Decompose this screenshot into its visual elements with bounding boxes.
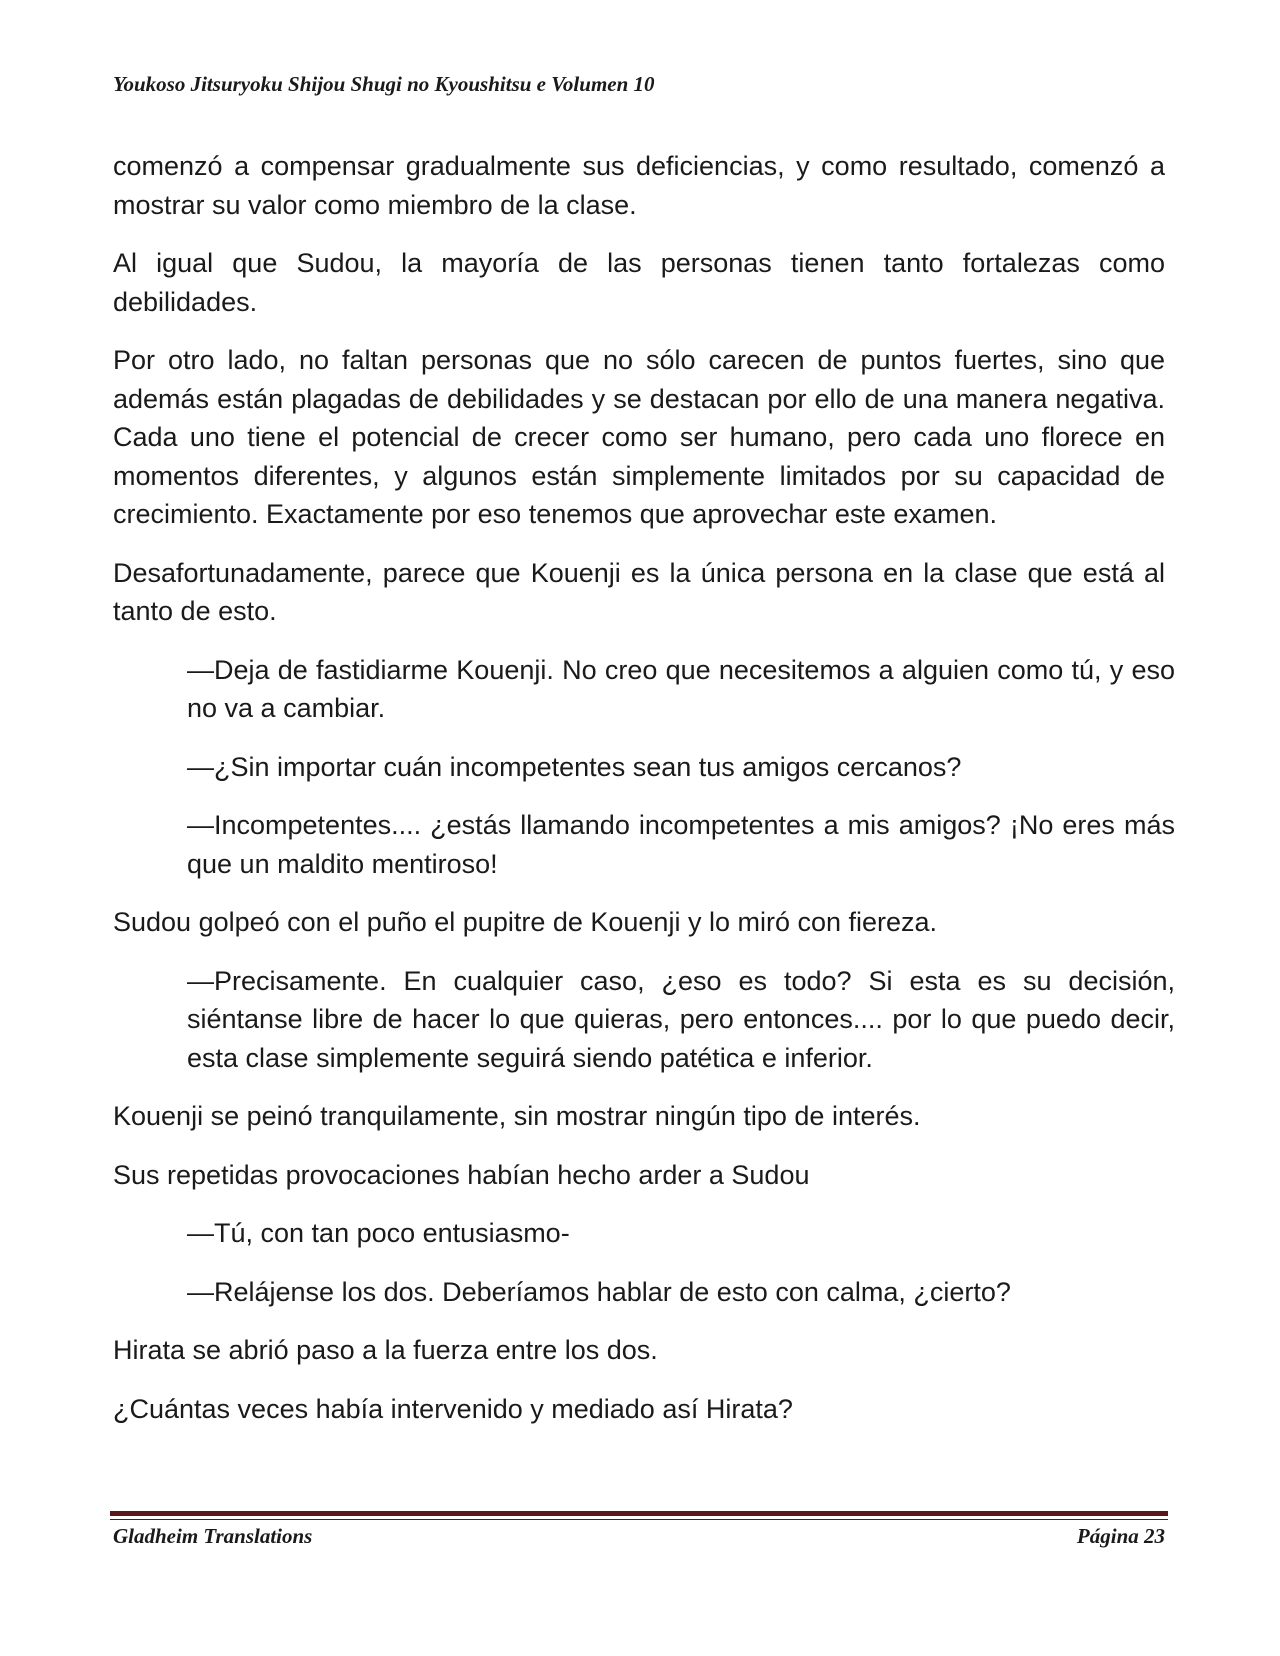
dialog-line: —Relájense los dos. Deberíamos hablar de esto con calma, ¿cierto?: [187, 1276, 1011, 1307]
dialog-line: —Incompetentes.... ¿estás llamando incompetentes a mis amigos? ¡No eres más que un maldito mentiroso!: [187, 810, 1175, 879]
paragraph: Kouenji se peinó tranquilamente, sin mostrar ningún tipo de interés.: [113, 1101, 921, 1131]
paragraph: Hirata se abrió paso a la fuerza entre los dos.: [113, 1335, 658, 1365]
page-body: [113, 147, 1175, 1448]
footer-divider-thick: [110, 1511, 1168, 1516]
dialog-line: —¿Sin importar cuán incompetentes sean tus amigos cercanos?: [187, 751, 962, 782]
footer-translator-credit: Gladheim Translations: [113, 1524, 313, 1548]
footer-page-number: Página 23: [1076, 1524, 1165, 1548]
paragraph: Sus repetidas provocaciones habían hecho arder a Sudou: [113, 1159, 810, 1190]
dialog-line: —Tú, con tan poco entusiasmo-: [187, 1218, 570, 1248]
paragraph: Sudou golpeó con el puño el pupitre de Kouenji y lo miró con fiereza.: [113, 907, 938, 937]
footer-divider-thin: [110, 1519, 1168, 1520]
paragraph: Desafortunadamente, parece que Kouenji es la única persona en la clase que está al tanto de esto.: [113, 557, 1165, 626]
paragraph: Al igual que Sudou, la mayoría de las personas tienen tanto fortalezas como debilidades.: [113, 248, 1165, 317]
dialog-line: —Precisamente. En cualquier caso, ¿eso es todo? Si esta es su decisión, siéntanse libre de hacer lo que quieras, pero entonces.... por lo que puedo decir, esta clase simplemente seguirá siendo patética e inferior.: [187, 965, 1175, 1073]
dialog-line: —Deja de fastidiarme Kouenji. No creo que necesitemos a alguien como tú, y eso no va a cambiar.: [187, 654, 1175, 723]
paragraph: ¿Cuántas veces había intervenido y mediado así Hirata?: [113, 1393, 793, 1424]
paragraph: Por otro lado, no faltan personas que no sólo carecen de puntos fuertes, sino que además están plagadas de debilidades y se destacan por ello de una manera negativa. Cada uno tiene el potencial de crecer como ser humano, pero cada uno florece en momentos diferentes, y algunos están simplemente limitados por su capacidad de crecimiento. Exactamente por eso tenemos que aprovechar este examen.: [113, 345, 1165, 529]
paragraph: comenzó a compensar gradualmente sus deficiencias, y como resultado, comenzó a mostrar su valor como miembro de la clase.: [113, 151, 1165, 220]
running-header-title: Youkoso Jitsuryoku Shijou Shugi no Kyoushitsu e Volumen 10: [113, 72, 655, 96]
